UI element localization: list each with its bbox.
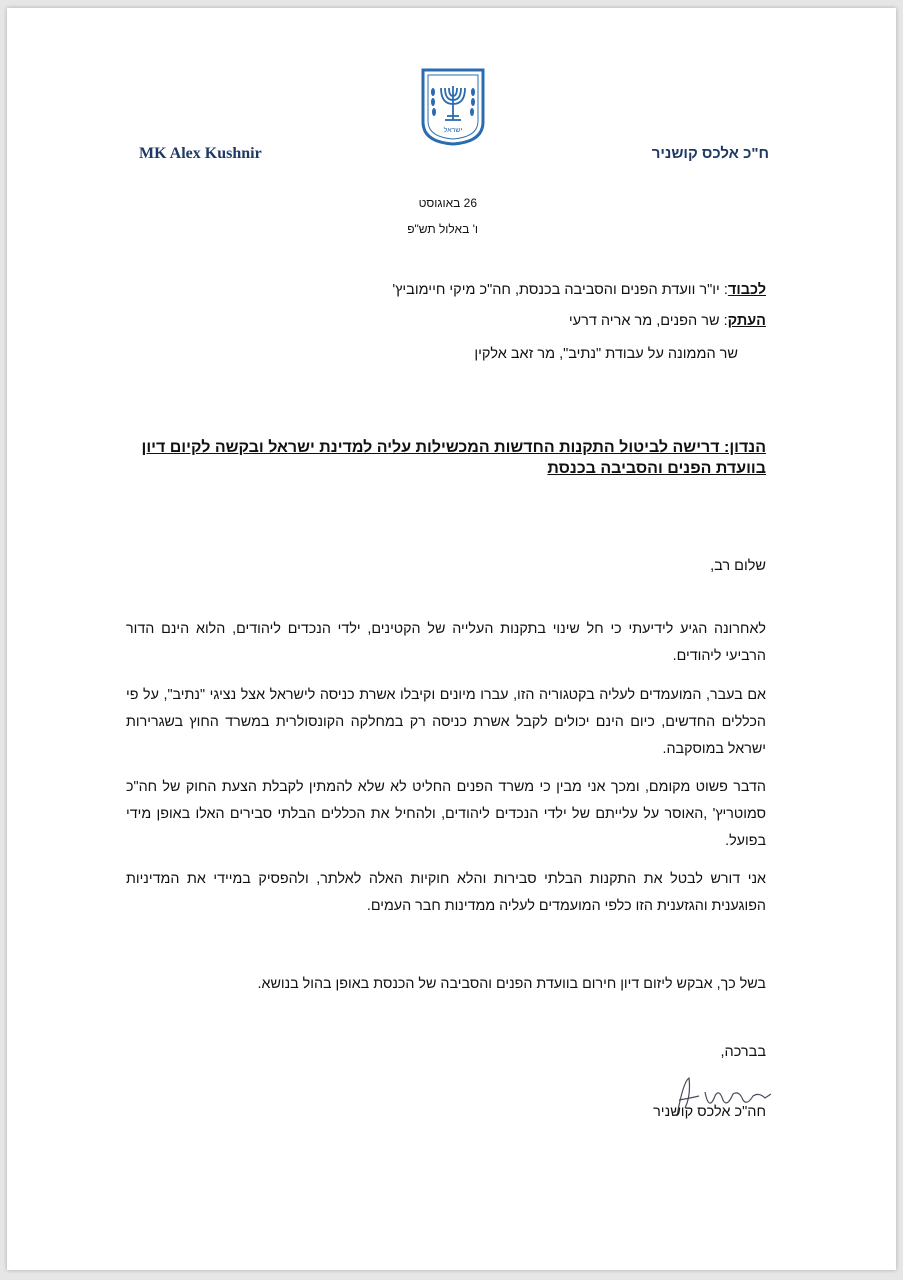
addressee-to: לכבוד: יו"ר וועדת הפנים והסביבה בכנסת, חה"כ מיקי חיימוביץ' <box>392 282 766 298</box>
sender-name-english: MK Alex Kushnir <box>139 145 262 162</box>
body-paragraph-5: בשל כך, אבקש ליזום דיון חירום בוועדת הפנים והסביבה של הכנסת באופן בהול בנושא. <box>257 976 766 992</box>
cc-label: העתק <box>727 313 766 329</box>
svg-text:ישראל: ישראל <box>443 127 463 134</box>
subject-line: הנדון: דרישה לביטול התקנות החדשות המכשילות עליה למדינת ישראל ובקשה לקיום דיון בוועדת הפנים והסביבה בכנסת <box>141 439 766 477</box>
to-label: לכבוד <box>727 282 766 298</box>
gregorian-date: 26 באוגוסט <box>418 196 477 210</box>
letter-page <box>7 8 896 1270</box>
body-paragraph-3: הדבר פשוט מקומם, ומכך אני מבין כי משרד הפנים החליט לא שלא להמתין לקבלת הצעת החוק של חה"כ סמוטריץ' ,האוסר על עלייתם של ילדי הנכדים ליהודים, ולהחיל את הכללים הבלתי סבירים האלו באופן מידי בפועל. <box>126 779 766 849</box>
signer-name: חה"כ אלכס קושניר <box>653 1104 766 1120</box>
to-text: יו"ר וועדת הפנים והסביבה בכנסת, חה"כ מיקי חיימוביץ' <box>392 282 720 298</box>
body-paragraph-1: לאחרונה הגיע לידיעתי כי חל שינוי בתקנות העלייה של הקטינים, ילדי הנכדים ליהודים, הלוא הינם הדור הרביעי ליהודים. <box>126 621 766 664</box>
body-paragraph-2: אם בעבר, המועמדים לעליה בקטגוריה הזו, עברו מיונים וקיבלו אשרת כניסה לישראל אצל נציגי "נתיב", על פי הכללים החדשים, כיום הינם יכולים לקבל אשרת כניסה רק במחלקה הקונסולרית במשרד החוץ בשגרירות ישראל במוסקבה. <box>126 687 766 757</box>
knesset-emblem-icon <box>419 66 487 146</box>
cc-text: שר הפנים, מר אריה דרעי <box>568 313 720 329</box>
sender-name-hebrew: ח"כ אלכס קושניר <box>651 145 769 162</box>
addressee-cc-second: שר הממונה על עבודת "נתיב", מר זאב אלקין <box>474 346 738 362</box>
body-paragraph-4: אני דורש לבטל את התקנות הבלתי סבירות והלא חוקיות האלה לאלתר, ולהפסיק במיידי את המדיניות הפוגענית והגזענית הזו כלפי המועמדים לעליה ממדינות חבר העמים. <box>126 871 766 914</box>
addressee-cc: העתק: שר הפנים, מר אריה דרעי <box>568 313 766 329</box>
greeting: שלום רב, <box>710 558 766 574</box>
closing: בברכה, <box>720 1044 766 1060</box>
hebrew-date: ו' באלול תש"פ <box>407 222 478 236</box>
